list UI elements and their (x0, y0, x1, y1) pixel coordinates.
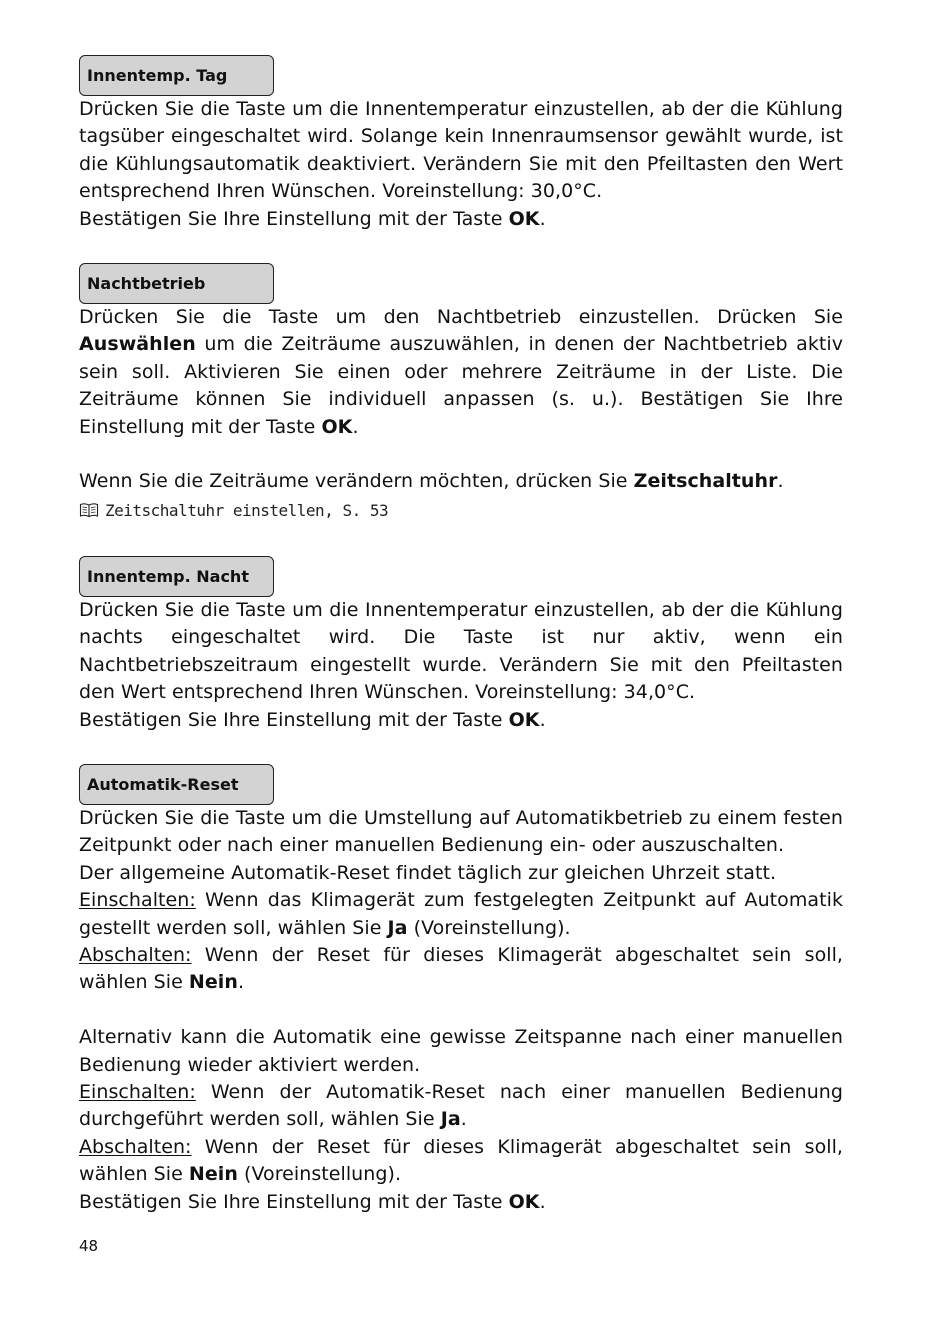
abschalten-label: Abschalten: (79, 1135, 192, 1158)
ok-key-text: OK (508, 1190, 540, 1213)
paragraph: Drücken Sie die Taste um die Innentemperatur einzustellen, ab der die Kühlung tagsüber eingeschaltet wird. Solange kein Innenraumsensor gewählt wurde, ist die Kühlungsautomatik deaktiviert. Verändern Sie mit den Pfeiltasten den Wert entsprechend Ihren Wünschen. Voreinstellung: 30,0°C. (79, 98, 843, 203)
paragraph: Wenn Sie die Zeiträume verändern möchten, drücken Sie Zeitschaltuhr. (79, 470, 784, 493)
abschalten-label: Abschalten: (79, 944, 192, 967)
section-label-innentemp-tag: Innentemp. Tag (79, 55, 274, 96)
confirm-line: Bestätigen Sie Ihre Einstellung mit der Taste OK. (79, 708, 546, 731)
section-label-innentemp-nacht: Innentemp. Nacht (79, 556, 274, 597)
paragraph: Abschalten: Wenn der Reset für dieses Klimagerät abgeschaltet sein soll, wählen Sie Nein (Voreinstellung). (79, 1135, 843, 1186)
page-number: 48 (79, 1237, 99, 1255)
paragraph: Drücken Sie die Taste um die Innentemperatur einzustellen, ab der die Kühlung nachts eingeschaltet wird. Die Taste ist nur aktiv, wenn ein Nachtbetriebszeitraum eingestellt wurde. Verändern Sie mit den Pfeiltasten den Wert entsprechend Ihren Wünschen. Voreinstellung: 34,0°C. (79, 599, 843, 704)
ok-key-text: OK (321, 415, 353, 438)
auswaehlen-key-text: Auswählen (79, 333, 196, 356)
cross-reference-text: Zeitschaltuhr einstellen, S. 53 (105, 500, 389, 520)
ja-key-text: Ja (440, 1108, 461, 1131)
nein-key-text: Nein (188, 1163, 238, 1186)
section-label-automatik-reset: Automatik-Reset (79, 764, 274, 805)
ok-key-text: OK (508, 708, 540, 731)
section-automatik-reset (79, 764, 843, 1216)
ja-key-text: Ja (387, 916, 408, 939)
einschalten-label: Einschalten: (79, 1081, 196, 1104)
paragraph: Einschalten: Wenn der Automatik-Reset nach einer manuellen Bedienung durchgeführt werden soll, wählen Sie Ja. (79, 1081, 843, 1131)
paragraph: Der allgemeine Automatik-Reset findet täglich zur gleichen Uhrzeit statt. (79, 861, 777, 884)
section-label-nachtbetrieb: Nachtbetrieb (79, 263, 274, 304)
ok-key-text: OK (508, 207, 540, 230)
paragraph: Drücken Sie die Taste um den Nachtbetrieb einzustellen. Drücken Sie Auswählen um die Zeiträume auszuwählen, in denen der Nachtbetrieb aktiv sein soll. Aktivieren Sie einen oder mehrere Zeiträume in der Liste. Die Zeiträume können Sie individuell anpassen (s. u.). Bestätigen Sie Ihre Einstellung mit der Taste OK. (79, 306, 843, 438)
paragraph: Drücken Sie die Taste um die Umstellung auf Automatikbetrieb zu einem festen Zeitpunkt oder nach einer manuellen Bedienung ein- oder auszuschalten. (79, 807, 843, 857)
section-innentemp-nacht (79, 556, 843, 734)
paragraph: Alternativ kann die Automatik eine gewisse Zeitspanne nach einer manuellen Bedienung wieder aktiviert werden. (79, 1026, 843, 1076)
section-innentemp-tag (79, 55, 843, 233)
confirm-line: Bestätigen Sie Ihre Einstellung mit der Taste OK. (79, 1190, 546, 1213)
einschalten-label: Einschalten: (79, 889, 196, 912)
section-nachtbetrieb (79, 263, 843, 524)
paragraph: Einschalten: Wenn das Klimagerät zum festgelegten Zeitpunkt auf Automatik gestellt werden soll, wählen Sie Ja (Voreinstellung). (79, 889, 843, 939)
confirm-line: Bestätigen Sie Ihre Einstellung mit der Taste OK. (79, 207, 546, 230)
paragraph: Abschalten: Wenn der Reset für dieses Klimagerät abgeschaltet sein soll, wählen Sie Nein. (79, 944, 843, 994)
cross-reference (79, 498, 843, 524)
zeitschaltuhr-key-text: Zeitschaltuhr (633, 470, 778, 493)
book-icon (79, 502, 99, 518)
nein-key-text: Nein (188, 971, 238, 994)
